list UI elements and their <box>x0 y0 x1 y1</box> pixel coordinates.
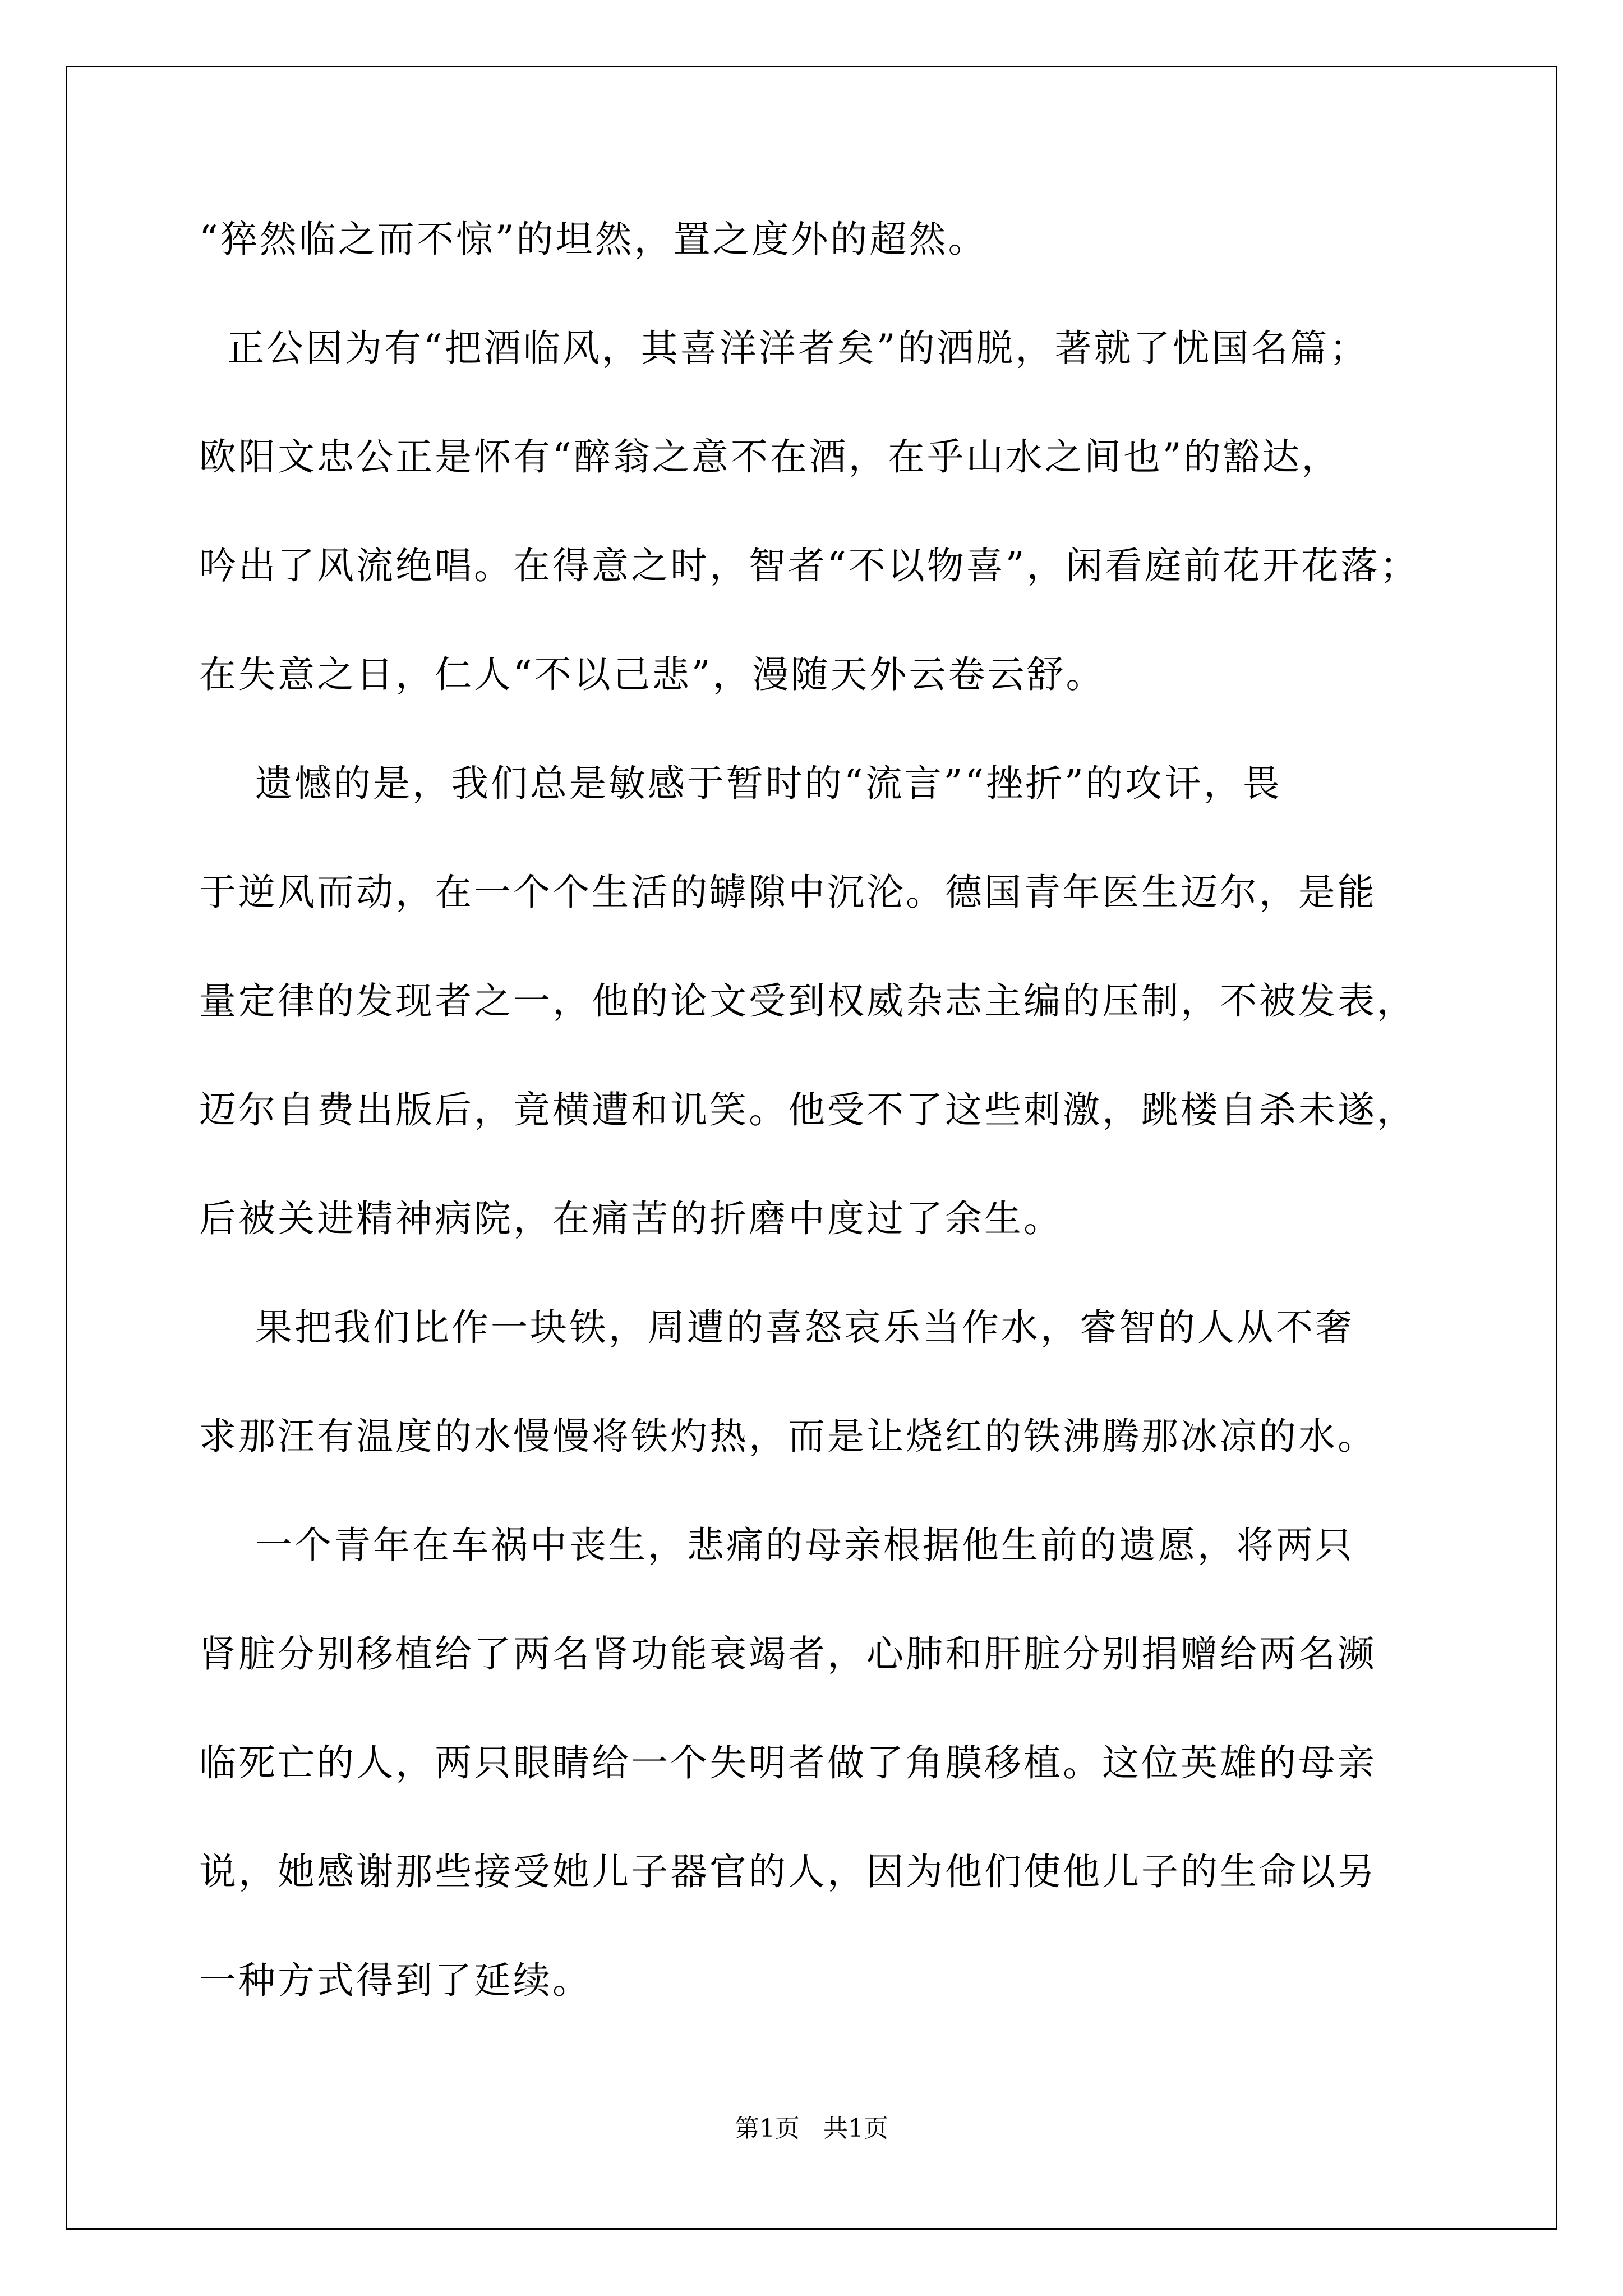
text-line: 迈尔自费出版后，竟横遭和讥笑。他受不了这些刺激，跳楼自杀未遂， <box>199 1088 1416 1131</box>
text-line: 一种方式得到了延续。 <box>199 1959 592 2002</box>
text-line: 后被关进精神病院，在痛苦的折磨中度过了余生。 <box>199 1197 1063 1240</box>
text-line: 一个青年在车祸中丧生，悲痛的母亲根据他生前的遗愿，将两只 <box>199 1524 1354 1567</box>
text-line: “猝然临之而不惊”的坦然，置之度外的超然。 <box>199 218 988 261</box>
text-line: 果把我们比作一块铁，周遭的喜怒哀乐当作水，睿智的人从不奢 <box>199 1306 1354 1349</box>
text-line: 量定律的发现者之一，他的论文受到权威杂志主编的压制，不被发表， <box>199 979 1416 1023</box>
document-body <box>199 185 1433 2035</box>
text-line: 正公因为有“把酒临风，其喜洋洋者矣”的洒脱，著就了忧国名篇； <box>199 326 1369 370</box>
text-line: 在失意之日，仁人“不以己悲”，漫随天外云卷云舒。 <box>199 653 1105 696</box>
text-line: 求那汪有温度的水慢慢将铁灼热，而是让烧红的铁沸腾那冰凉的水。 <box>199 1415 1377 1458</box>
page-number-footer: 第1页 共1页 <box>735 2114 888 2143</box>
text-line: 临死亡的人，两只眼睛给一个失明者做了角膜移植。这位英雄的母亲 <box>199 1741 1377 1784</box>
text-line: 欧阳文忠公正是怀有“醉翁之意不在酒，在乎山水之间也”的豁达， <box>199 435 1341 478</box>
text-line: 肾脏分别移植给了两名肾功能衰竭者，心肺和肝脏分别捐赠给两名濒 <box>199 1632 1377 1676</box>
text-line: 说，她感谢那些接受她儿子器官的人，因为他们使他儿子的生命以另 <box>199 1850 1377 1893</box>
text-line: 吟出了风流绝唱。在得意之时，智者“不以物喜”，闲看庭前花开花落； <box>199 544 1419 587</box>
text-line: 遗憾的是，我们总是敏感于暂时的“流言”“挫折”的攻讦，畏 <box>199 762 1282 805</box>
text-line: 于逆风而动，在一个个生活的罅隙中沉沦。德国青年医生迈尔，是能 <box>199 871 1377 914</box>
